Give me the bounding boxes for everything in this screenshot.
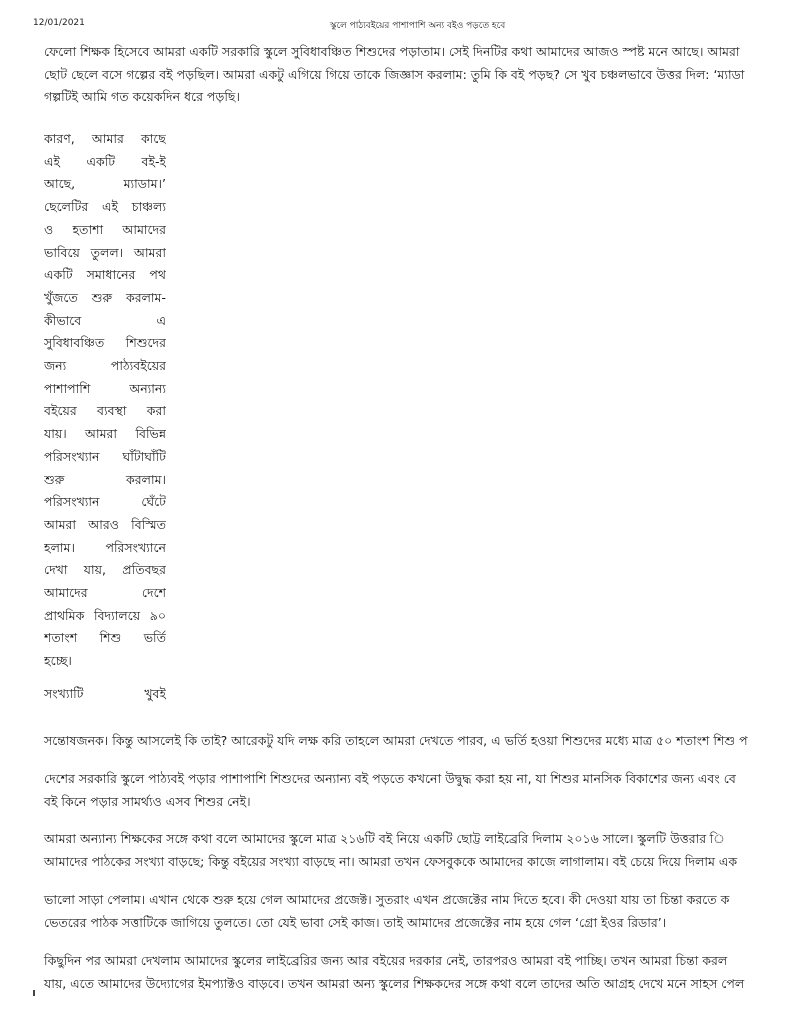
text-line: ভেতরের পাঠক সত্তাটিকে জাগিয়ে তুলতে। তো যেই ভাবা সেই কাজ। তাই আমাদের প্রজেক্টের নাম হয়ে গেল ‘গ্রো ইওর রিডার’। bbox=[44, 914, 667, 930]
header-title: স্কুলে পাঠ্যবইয়ের পাশাপাশি অন্য বইও পড়তে হবে bbox=[330, 21, 506, 31]
paragraph bbox=[44, 768, 736, 813]
column-line: সুবিধাবঞ্চিত শিশুদের bbox=[44, 335, 166, 351]
intro-paragraph bbox=[44, 41, 744, 109]
column-line: পরিসংখ্যান ঘাঁটাঘাঁটি bbox=[44, 448, 166, 464]
column-line: ও হতাশা আমাদের bbox=[44, 221, 166, 237]
column-line: দেখা যায়, প্রতিবছর bbox=[44, 562, 166, 578]
column-line: ছেলেটির এই চাঞ্চল্য bbox=[44, 199, 166, 215]
narrow-column-paragraph bbox=[44, 128, 166, 706]
column-line: পরিসংখ্যান ঘেঁটে bbox=[44, 494, 166, 510]
text-line: ফেলো শিক্ষক হিসেবে আমরা একটি সরকারি স্কুলে সুবিধাবঞ্চিত শিশুদের পড়াতাম। সেই দিনটির কথা আমাদের আজও স্পষ্ট মনে আছে। আমরা bbox=[44, 44, 740, 59]
column-line: জন্য পাঠ্যবইয়ের bbox=[44, 358, 166, 374]
text-line: আমাদের পাঠকের সংখ্যা বাড়ছে; কিন্তু বইয়ের সংখ্যা বাড়ছে না। আমরা তখন ফেসবুককে আমাদের কাজে লাগালাম। বই চেয়ে দিয়ে দিলাম এক bbox=[44, 853, 738, 869]
column-line: একটি সমাধানের পথ bbox=[44, 267, 166, 283]
column-line: আমাদের দেশে bbox=[44, 585, 166, 601]
column-line: যায়। আমরা বিভিন্ন bbox=[44, 426, 166, 442]
margin-marker bbox=[33, 990, 35, 996]
text-line: যায়, এতে আমাদের উদ্যোগের ইমপ্যাক্টও বাড়বে। তখন আমরা অন্য স্কুলের শিক্ষকদের সঙ্গে কথা বলে তাদের অতি আগ্রহ দেখে মনে সাহস পেল bbox=[44, 975, 745, 991]
header-date: 12/01/2021 bbox=[33, 18, 85, 28]
text-line: কিছুদিন পর আমরা দেখলাম আমাদের স্কুলের লাইব্রেরির জন্য আর বইয়ের দরকার নেই, তারপরও আমরা বই পাচ্ছি। তখন আমরা চিন্তা করল bbox=[44, 953, 728, 968]
text-line: দেশের সরকারি স্কুলে পাঠ্যবই পড়ার পাশাপাশি শিশুদের অন্যান্য বই পড়তে কখনো উদ্বুদ্ধ করা হয় না, যা শিশুর মানসিক বিকাশের জন্য এবং বে bbox=[44, 771, 736, 786]
column-line: কারণ, আমার কাছে bbox=[44, 131, 166, 146]
paragraph bbox=[44, 950, 744, 995]
text-line: আমরা অন্যান্য শিক্ষকের সঙ্গে কথা বলে আমাদের স্কুলে মাত্র ২১৬টি বই নিয়ে একটি ছোট্ট লাইব্রেরি দিলাম ২০১৬ সালে। স্কুলটি উত্তরার ি bbox=[44, 831, 725, 846]
text-line: ভালো সাড়া পেলাম। এখান থেকে শুরু হয়ে গেল আমাদের প্রজেক্ট। সুতরাং এখন প্রজেক্টের নাম দিতে হবে। কী দেওয়া যায় তা চিন্তা করতে ক bbox=[44, 892, 730, 907]
column-line: হচ্ছে। bbox=[44, 653, 72, 669]
text-line: বই কিনে পড়ার সামর্থ্যও এসব শিশুর নেই। bbox=[44, 793, 251, 809]
paragraph bbox=[44, 889, 729, 934]
column-line: বইয়ের ব্যবস্থা করা bbox=[44, 403, 166, 419]
text-line: গল্পটিই আমি গত কয়েকদিন ধরে পড়ছি। bbox=[44, 89, 240, 104]
column-line: খুঁজতে শুরু করলাম- bbox=[44, 289, 166, 305]
column-line: আমরা আরও বিস্মিত bbox=[44, 516, 166, 532]
paragraph bbox=[44, 828, 737, 873]
column-line: আছে, ম্যাডাম।’ bbox=[44, 176, 166, 192]
text-line: সন্তোষজনক। কিন্তু আসলেই কি তাই? আরেকটু যদি লক্ষ করি তাহলে আমরা দেখতে পারব, এ ভর্তি হওয়া শিশুদের মধ্যে মাত্র ৫০ শতাংশ শিশু প bbox=[44, 733, 748, 748]
column-line: পাশাপাশি অন্যান্য bbox=[44, 380, 166, 396]
column-line: প্রাথমিক বিদ্যালয়ে ৯০ bbox=[44, 607, 166, 623]
column-line: এই একটি বই-ই bbox=[44, 153, 166, 169]
column-line: সংখ্যাটি খুবই bbox=[44, 685, 166, 701]
column-line: শুরু করলাম। bbox=[44, 471, 166, 487]
column-line: শতাংশ শিশু ভর্তি bbox=[44, 630, 166, 646]
text-line: ছোট ছেলে বসে গল্পের বই পড়ছিল। আমরা একটু এগিয়ে গিয়ে তাকে জিজ্ঞাস করলাম: তুমি কি বই পড়ছ? সে খুব চঞ্চলভাবে উত্তর দিল: ‘ম্যাডা bbox=[44, 66, 745, 82]
column-line: কীভাবে এ bbox=[44, 312, 166, 328]
column-line: ভাবিয়ে তুলল। আমরা bbox=[44, 244, 166, 260]
continuation-paragraph bbox=[44, 730, 748, 753]
column-line: হলাম। পরিসংখ্যানে bbox=[44, 539, 166, 555]
